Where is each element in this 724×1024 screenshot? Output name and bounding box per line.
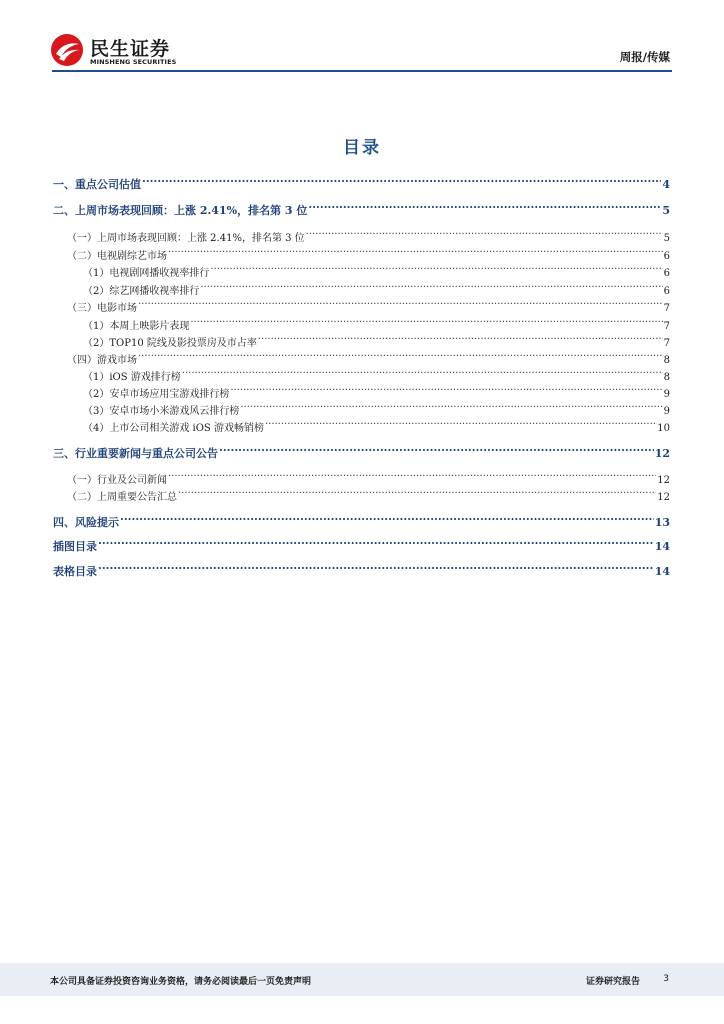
toc-entry-label: （2）安卓市场应用宝游戏排行榜 <box>83 389 230 400</box>
toc-entry-page: 13 <box>654 516 670 529</box>
toc-entry-label: 二、上周市场表现回顾：上涨 2.41%，排名第 3 位 <box>53 204 308 217</box>
toc-entry-label: （二）电视剧综艺市场 <box>67 251 167 262</box>
toc-entry-page: 7 <box>663 303 670 314</box>
toc-entry[interactable] <box>53 196 670 217</box>
toc-leader-dots <box>98 532 654 550</box>
toc-entry-label: （2）TOP10 院线及影投票房及市占率 <box>83 338 257 349</box>
toc-entry[interactable] <box>53 413 670 434</box>
toc-entry-label: （3）安卓市场小米游戏风云排行榜 <box>83 406 240 417</box>
toc-entry-label: （二）上周重要公告汇总 <box>67 492 177 503</box>
toc-entry-page: 4 <box>662 178 670 191</box>
toc-entry-page: 6 <box>663 286 670 297</box>
toc-entry[interactable] <box>53 241 670 262</box>
toc-entry-page: 7 <box>663 321 670 332</box>
toc-leader-dots <box>200 276 662 294</box>
toc-leader-dots <box>308 196 661 214</box>
toc-entry[interactable] <box>53 465 670 486</box>
toc-entry-label: （四）游戏市场 <box>67 355 137 366</box>
toc-leader-dots <box>306 223 663 241</box>
toc-entry-label: （1）iOS 游戏排行榜 <box>83 372 181 383</box>
toc-entry-label: （1）本周上映影片表现 <box>83 321 190 332</box>
toc-entry-page: 9 <box>663 389 670 400</box>
toc-entry-page: 5 <box>662 204 670 217</box>
toc-entry-page: 5 <box>663 233 670 244</box>
toc-leader-dots <box>210 258 662 276</box>
toc-entry-label: （4）上市公司相关游戏 iOS 游戏畅销榜 <box>83 423 264 434</box>
toc-entry[interactable] <box>53 508 670 529</box>
footer-disclaimer: 本公司具备证券投资咨询业务资格，请务必阅读最后一页免责声明 <box>50 977 312 987</box>
toc-entry-page: 12 <box>657 475 670 486</box>
toc-leader-dots <box>98 557 654 575</box>
toc-entry[interactable] <box>53 293 670 314</box>
toc-leader-dots <box>138 293 663 311</box>
toc-entry[interactable] <box>53 362 670 383</box>
toc-entry[interactable] <box>53 557 670 578</box>
toc-entry[interactable] <box>53 276 670 297</box>
footer-page-number: 3 <box>663 974 669 984</box>
logo-text-cn: 民生证券 <box>90 38 171 60</box>
toc-entry-label: （一）上周市场表现回顾：上涨 2.41%，排名第 3 位 <box>67 233 305 244</box>
toc-leader-dots <box>168 465 656 483</box>
toc-entry[interactable] <box>53 258 670 279</box>
toc-leader-dots <box>142 170 661 188</box>
toc-leader-dots <box>258 328 663 346</box>
toc-entry-page: 6 <box>663 268 670 279</box>
toc-leader-dots <box>230 379 662 397</box>
toc-entry-page: 14 <box>654 540 670 553</box>
toc-entry-page: 12 <box>654 447 670 460</box>
toc-entry-label: （一）行业及公司新闻 <box>67 475 167 486</box>
toc-entry-page: 12 <box>657 492 670 503</box>
toc-entry-page: 6 <box>663 251 670 262</box>
toc-entry[interactable] <box>53 223 670 244</box>
page-header <box>0 0 724 80</box>
toc-entry[interactable] <box>53 532 670 553</box>
toc-entry-label: 四、风险提示 <box>53 516 119 529</box>
toc-entry-label: 一、重点公司估值 <box>53 178 141 191</box>
toc-entry-page: 10 <box>657 423 670 434</box>
toc-entry-label: （2）综艺网播收视率排行 <box>83 286 200 297</box>
toc-entry[interactable] <box>53 439 670 460</box>
company-logo <box>50 33 190 69</box>
toc-leader-dots <box>240 396 662 414</box>
toc-entry-label: （三）电影市场 <box>67 303 137 314</box>
toc-leader-dots <box>120 508 654 526</box>
toc-entry[interactable] <box>53 170 670 191</box>
toc-entry-label: 插图目录 <box>53 540 97 553</box>
toc-entry-label: 表格目录 <box>53 565 97 578</box>
toc-leader-dots <box>190 311 662 329</box>
toc-leader-dots <box>178 482 656 500</box>
minsheng-logo-icon <box>50 33 84 67</box>
toc-entry-label: 三、行业重要新闻与重点公司公告 <box>53 447 218 460</box>
toc-entry-page: 8 <box>663 355 670 366</box>
toc-entry[interactable] <box>53 379 670 400</box>
toc-entry-page: 14 <box>654 565 670 578</box>
toc-entry-page: 9 <box>663 406 670 417</box>
toc-entry[interactable] <box>53 328 670 349</box>
toc-leader-dots <box>168 241 663 259</box>
toc-entry-label: （1）电视剧网播收视率排行 <box>83 268 210 279</box>
toc-title: 目录 <box>343 138 381 158</box>
toc-entry[interactable] <box>53 482 670 503</box>
toc-entry-page: 8 <box>663 372 670 383</box>
header-divider <box>52 70 672 72</box>
footer-report-label: 证券研究报告 <box>585 977 640 987</box>
toc-entry[interactable] <box>53 311 670 332</box>
toc-leader-dots <box>265 413 656 431</box>
page-footer <box>0 963 724 996</box>
toc-entry[interactable] <box>53 396 670 417</box>
report-type-label: 周报/传媒 <box>619 50 670 64</box>
toc-leader-dots <box>182 362 663 380</box>
toc-entry-page: 7 <box>663 338 670 349</box>
logo-text-en: MINSHENG SECURITIES <box>90 58 177 66</box>
toc-entry[interactable] <box>53 345 670 366</box>
toc-leader-dots <box>138 345 663 363</box>
toc-leader-dots <box>219 439 654 457</box>
